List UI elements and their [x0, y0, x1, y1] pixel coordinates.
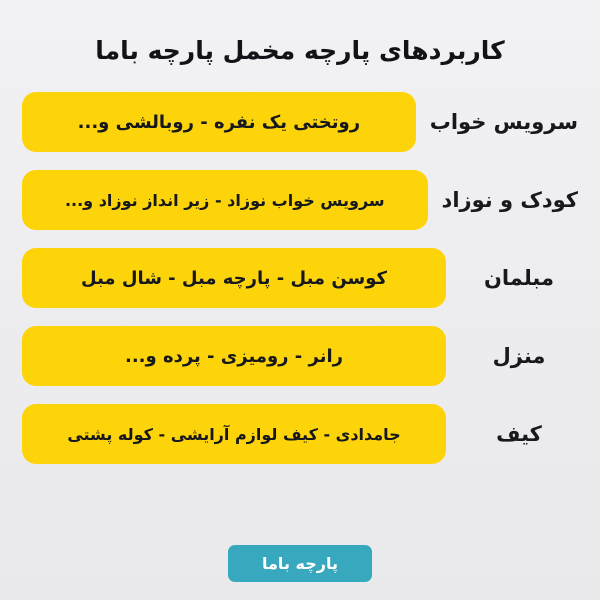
list-item [22, 403, 578, 465]
category-list [22, 91, 578, 465]
list-item [22, 91, 578, 153]
category-label-bedding: سرویس خواب [429, 110, 578, 134]
category-items-furniture: کوسن مبل - پارچه مبل - شال مبل [81, 267, 387, 289]
category-label-kids: کودک و نوزاد [441, 188, 578, 212]
category-pill-kids [22, 170, 428, 230]
category-items-kids: سرویس خواب نوزاد - زیر انداز نوزاد و... [64, 190, 385, 210]
list-item [22, 247, 578, 309]
category-items-bags: جامدادی - کیف لوازم آرایشی - کوله پشتی [67, 424, 401, 444]
category-label-bags: کیف [496, 422, 542, 446]
category-pill-bedding [22, 92, 416, 152]
page-title: کاربردهای پارچه مخمل پارچه باما [95, 36, 505, 65]
category-pill-bags [22, 404, 446, 464]
category-items-home: رانر - رومیزی - پرده و... [124, 345, 344, 367]
footer [0, 545, 600, 582]
category-pill-furniture [22, 248, 446, 308]
category-label-home: منزل [492, 344, 546, 368]
category-items-bedding: روتختی یک نفره - روبالشی و... [77, 111, 361, 133]
category-label-furniture: مبلمان [483, 266, 555, 290]
list-item [22, 325, 578, 387]
brand-badge: پارچه باما [228, 545, 372, 582]
list-item [22, 169, 578, 231]
category-pill-home [22, 326, 446, 386]
